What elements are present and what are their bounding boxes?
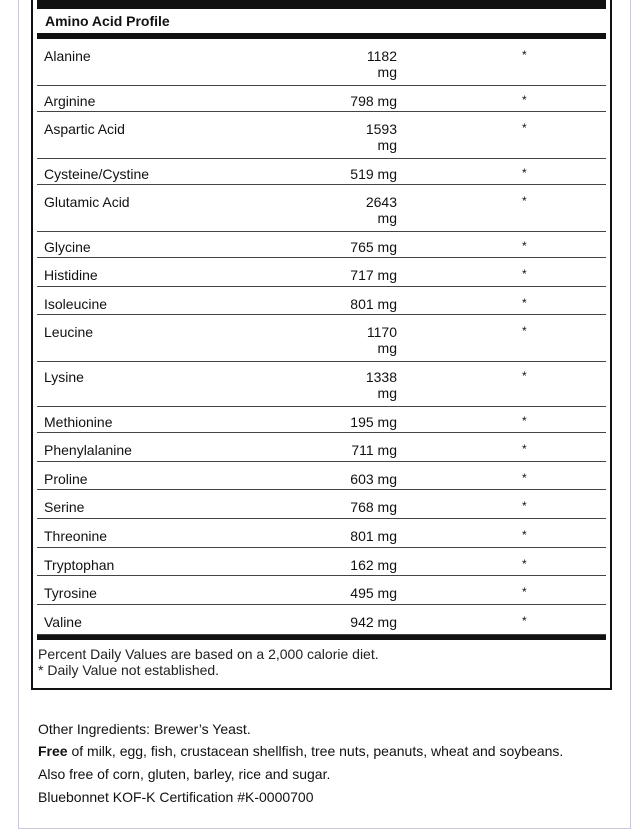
amino-acid-name: Serine [44,499,85,515]
amino-acid-name: Valine [44,614,82,630]
section-title: Amino Acid Profile [45,13,170,29]
allergen-free-statement [38,743,563,759]
amino-acid-amount [337,414,397,430]
amino-acid-amount [337,557,397,573]
amount-value: 195 mg [350,414,397,430]
amino-acid-name: Isoleucine [44,296,108,312]
amount-value: 768 mg [350,499,397,515]
amino-acid-name: Proline [44,471,88,487]
amino-acid-amount [337,499,397,515]
daily-value-marker: * [522,194,527,208]
amino-acid-name: Tyrosine [44,585,97,601]
amino-acid-amount [337,194,397,226]
free-label: Free [38,743,68,759]
table-row [37,369,606,407]
amino-acid-name: Arginine [44,93,96,109]
amount-value: 2643 [365,194,397,210]
table-row [37,121,606,159]
amount-value: 603 mg [350,471,397,487]
table-row [37,614,606,635]
amount-unit: mg [377,385,397,401]
daily-value-marker: * [522,93,527,107]
amino-acid-amount [337,324,397,356]
table-row [37,414,606,433]
table-row [37,296,606,315]
table-row [37,557,606,576]
table-row [37,194,606,232]
amino-acid-amount [337,471,397,487]
amount-value: 1593 [365,121,397,137]
amino-acid-name: Alanine [44,48,91,64]
amount-value: 495 mg [350,585,397,601]
amino-acid-name: Lysine [44,369,84,385]
amino-acid-amount [337,369,397,401]
daily-value-marker: * [522,585,527,599]
amount-value: 765 mg [350,239,397,255]
daily-value-marker: * [522,121,527,135]
amount-value: 519 mg [350,166,397,182]
amino-acid-amount [337,528,397,544]
daily-value-marker: * [522,614,527,628]
amount-unit: mg [377,210,397,226]
amino-acid-amount [337,267,397,283]
amount-value: 801 mg [350,528,397,544]
amino-acid-name: Histidine [44,267,98,283]
daily-value-marker: * [522,267,527,281]
amino-acid-name: Phenylalanine [44,442,132,458]
amino-acid-name: Glycine [44,239,91,255]
table-row [37,471,606,490]
daily-value-marker: * [522,557,527,571]
table-row [37,528,606,548]
table-row [37,48,606,86]
amount-value: 942 mg [350,614,397,630]
amino-acid-name: Cysteine/Cystine [44,166,150,182]
not-established-footnote: * Daily Value not established. [38,662,220,678]
daily-value-marker: * [522,499,527,513]
table-row [37,267,606,287]
amino-acid-name: Glutamic Acid [44,194,130,210]
certification: Bluebonnet KOF-K Certification #K-0000700 [38,789,314,805]
top-rule [37,0,606,9]
amino-acid-amount [337,93,397,109]
header-rule [37,33,606,39]
daily-value-marker: * [522,239,527,253]
other-ingredients: Other Ingredients: Brewer’s Yeast. [38,721,251,737]
amount-unit: mg [377,340,397,356]
amount-unit: mg [377,64,397,80]
amount-unit: mg [377,137,397,153]
amino-acid-amount [337,166,397,182]
table-row [37,166,606,185]
daily-value-marker: * [522,369,527,383]
also-free-statement: Also free of corn, gluten, barley, rice and sugar. [38,766,331,782]
daily-value-marker: * [522,414,527,428]
amino-acid-amount [337,239,397,255]
amount-value: 801 mg [350,296,397,312]
top-rule-tick [392,0,398,3]
daily-value-marker: * [522,296,527,310]
amino-acid-name: Methionine [44,414,113,430]
amino-acid-name: Tryptophan [44,557,115,573]
amount-value: 798 mg [350,93,397,109]
amount-value: 1170 [366,324,397,340]
amount-value: 1338 [365,369,397,385]
amount-value: 1182 [366,48,397,64]
table-row [37,324,606,362]
amount-value: 717 mg [350,267,397,283]
daily-value-marker: * [522,324,527,338]
amino-acid-amount [337,121,397,153]
amount-value: 162 mg [350,557,397,573]
amino-acid-amount [337,442,397,458]
table-row [37,239,606,258]
daily-value-marker: * [522,528,527,542]
daily-value-footnote: Percent Daily Values are based on a 2,000 calorie diet. [38,646,379,662]
amino-acid-name: Aspartic Acid [44,121,125,137]
amino-acid-name: Leucine [44,324,94,340]
amino-acid-amount [337,614,397,630]
amino-acid-amount [337,585,397,601]
daily-value-marker: * [522,471,527,485]
daily-value-marker: * [522,442,527,456]
daily-value-marker: * [522,166,527,180]
amino-acid-amount [337,48,397,80]
table-row [37,585,606,605]
table-row [37,499,606,519]
table-row [37,442,606,462]
bottom-rule [37,635,606,640]
amount-value: 711 mg [351,442,397,458]
amino-acid-amount [337,296,397,312]
table-row [37,93,606,112]
amino-acid-name: Threonine [44,528,108,544]
allergen-list: of milk, egg, fish, crustacean shellfish, tree nuts, peanuts, wheat and soybeans. [67,743,564,759]
daily-value-marker: * [522,48,527,62]
